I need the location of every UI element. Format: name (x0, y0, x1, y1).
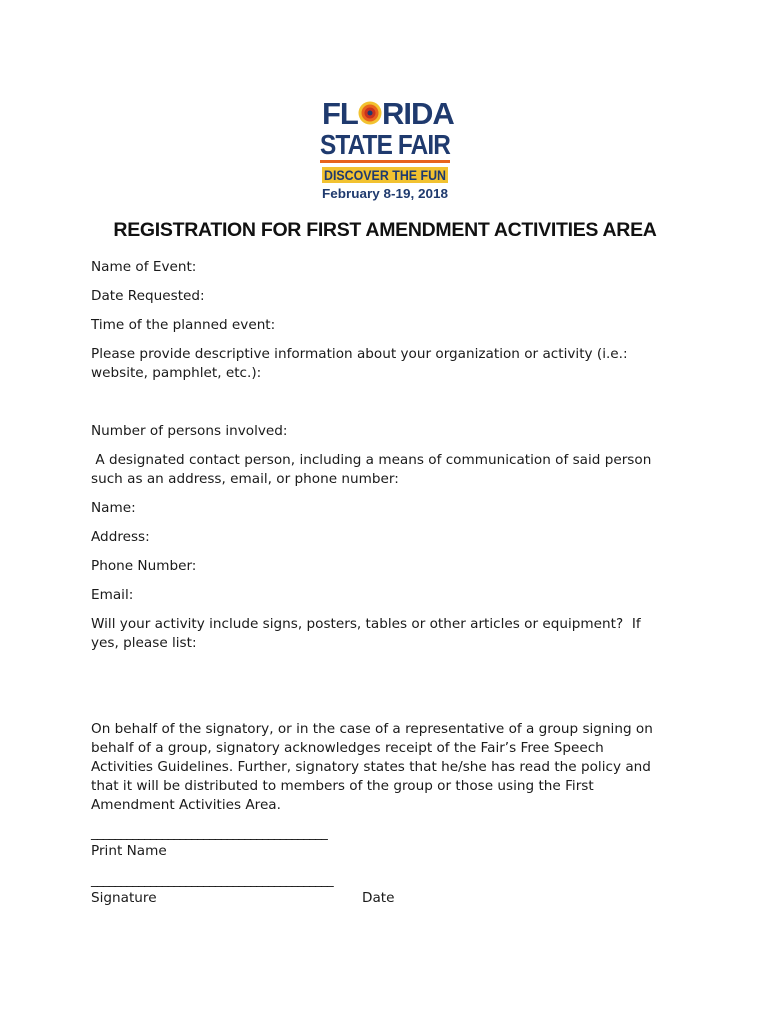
acknowledgement-line-5: Amendment Activities Area. (91, 797, 281, 813)
acknowledgement-line-1: On behalf of the signatory, or in the case of a representative of a group signing on (91, 721, 653, 737)
date-requested-label: Date Requested: (91, 288, 205, 304)
acknowledgement-line-2: behalf of a group, signatory acknowledges receipt of the Fair’s Free Speech (91, 740, 604, 756)
logo-dates: February 8-19, 2018 (322, 186, 448, 201)
contact-label-line2: such as an address, email, or phone number: (91, 471, 399, 487)
acknowledgement-line-3: Activities Guidelines. Further, signatory states that he/she has read the policy and (91, 759, 651, 775)
description-label-line2: website, pamphlet, etc.): (91, 365, 262, 381)
equipment-label-line2: yes, please list: (91, 635, 197, 651)
contact-name-label: Name: (91, 500, 136, 516)
logo-letters-rida: RIDA (382, 96, 454, 131)
persons-label: Number of persons involved: (91, 423, 288, 439)
logo-line2: STATE FAIR (320, 129, 451, 160)
logo-letters-fl: FL (322, 96, 358, 131)
acknowledgement-line-4: that it will be distributed to members of the group or those using the First (91, 778, 594, 794)
print-name-line: ________________________________________ (91, 825, 327, 841)
florida-state-fair-logo (318, 94, 452, 202)
signature-label: Signature (91, 890, 157, 906)
signature-line: _________________________________________ (91, 872, 333, 888)
logo-tagline: DISCOVER THE FUN (324, 167, 446, 183)
contact-email-label: Email: (91, 587, 134, 603)
logo-swirl-icon (359, 102, 382, 125)
event-name-label: Name of Event: (91, 259, 197, 275)
contact-phone-label: Phone Number: (91, 558, 197, 574)
page-title: REGISTRATION FOR FIRST AMENDMENT ACTIVITIES AREA (113, 219, 657, 241)
equipment-label-line1: Will your activity include signs, posters, tables or other articles or equipment? If (91, 616, 641, 632)
time-label: Time of the planned event: (91, 317, 276, 333)
description-label-line1: Please provide descriptive information about your organization or activity (i.e.: (91, 346, 628, 362)
contact-label-line1: A designated contact person, including a means of communication of said person (91, 452, 652, 468)
date-label: Date (362, 890, 395, 906)
contact-address-label: Address: (91, 529, 150, 545)
print-name-label: Print Name (91, 843, 167, 859)
logo-rule (320, 160, 450, 163)
logo-graphic (318, 94, 452, 202)
